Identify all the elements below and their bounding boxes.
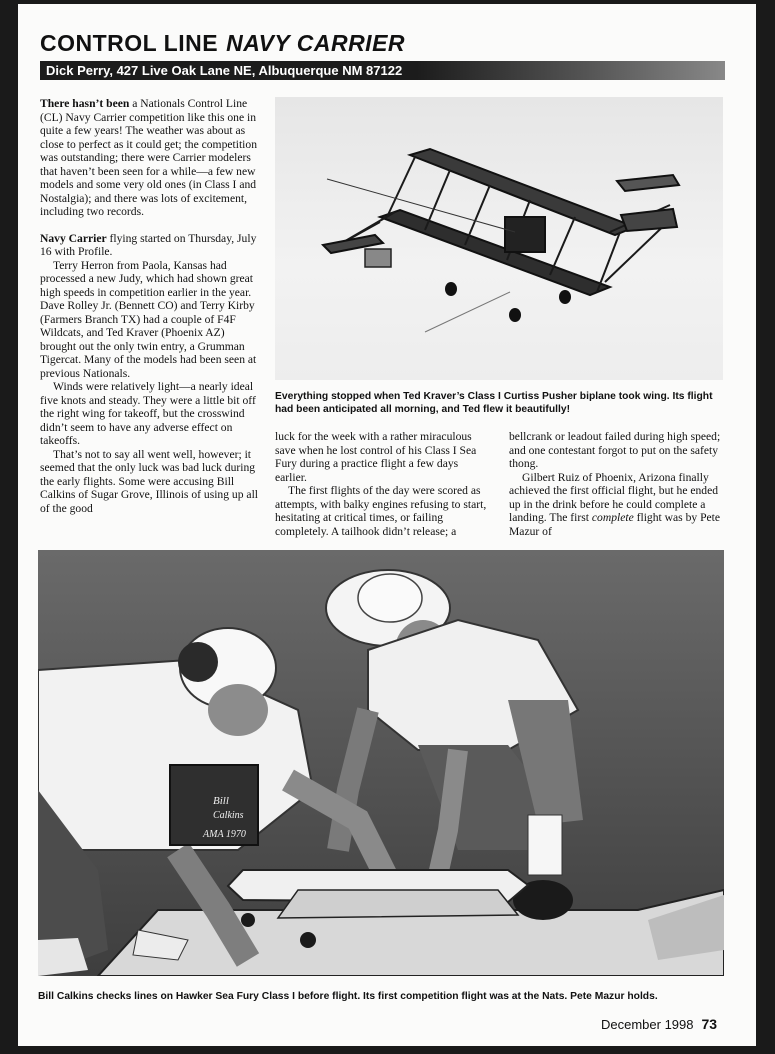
lead-in: Navy Carrier bbox=[40, 231, 107, 245]
paragraph: luck for the week with a rather miraculous save when he lost control of his Class I Sea Fury during a practice flight a few days earlier. bbox=[275, 430, 477, 484]
paragraph: bellcrank or leadout failed during high speed; and one contestant forgot to put on the safety thong. bbox=[509, 430, 721, 470]
box-label-line2: Calkins bbox=[213, 810, 244, 821]
paragraph: Terry Herron from Paola, Kansas had processed a new Judy, which had shown great high speeds in competition earlier in the year. Dave Rolley Jr. (Bennett CO) and Terry Kirby (Farmers Branch TX) had a couple of F4F Wildcats, and Ted Kraver (Phoenix AZ) brought out the only twin entry, a Grumman Tigercat. Many of the models had been seen at previous Nationals. bbox=[40, 258, 257, 380]
paragraph bbox=[509, 471, 725, 539]
paragraph-text: Gilbert Ruiz of Phoenix, Arizona finally achieved the first official flight, but he ended up in the drink before he could complete a landing. The first bbox=[509, 470, 719, 524]
box-label-line1: Bill bbox=[213, 795, 229, 807]
emphasis-text: complete bbox=[591, 511, 634, 524]
modelers-photo bbox=[38, 550, 724, 976]
bottom-photo-caption: Bill Calkins checks lines on Hawker Sea Fury Class I before flight. Its first competition flight was at the Nats. Pete Mazur holds. bbox=[38, 991, 658, 1002]
title-main: CONTROL LINE bbox=[40, 30, 219, 56]
modelers-scene-illustration bbox=[38, 550, 724, 976]
article-column-3 bbox=[509, 430, 725, 538]
page-footer bbox=[601, 1016, 717, 1032]
paragraph: The first flights of the day were scored as attempts, with balky engines refusing to start, hesitating at critical times, or failing completely. A tailhook didn’t release; a bbox=[275, 484, 487, 538]
paragraph bbox=[40, 97, 261, 219]
paragraph: That’s not to say all went well, however; it seemed that the only luck was bad luck during the early flights. Some were accusing Bill Calkins of Sugar Grove, Illinois of using up all of the good bbox=[40, 447, 259, 515]
top-photo-caption: Everything stopped when Ted Kraver’s Class I Curtiss Pusher biplane took wing. Its flight had been anticipated all morning, and Ted flew it beautifully! bbox=[275, 391, 713, 415]
page-title bbox=[40, 30, 405, 57]
biplane-photo bbox=[275, 97, 723, 380]
author-byline: Dick Perry, 427 Live Oak Lane NE, Albuquerque NM 87122 bbox=[40, 61, 725, 80]
title-sub: NAVY CARRIER bbox=[226, 30, 406, 56]
article-column-2 bbox=[275, 430, 489, 538]
box-label-line3: AMA 1970 bbox=[203, 829, 246, 840]
paragraph-text: a Nationals Control Line (CL) Navy Carrier competition like this one in quite a few years! The weather was about as close to perfect as it could get; the competition was outstanding; there were Carrier modelers that haven’t been seen for a while—a few new models and some very old ones (in Class I and Nostalgia); and there was lots of excitement, including two records. bbox=[40, 97, 257, 218]
page-number: 73 bbox=[701, 1016, 718, 1032]
lead-in: There hasn’t been bbox=[40, 97, 130, 110]
paragraph-text: flight was by Pete Mazur of bbox=[509, 511, 721, 538]
curtiss-pusher-biplane-illustration bbox=[275, 97, 723, 380]
paragraph: Winds were relatively light—a nearly ideal five knots and steady. They were a little bit off the right wing for takeoff, but the crosswind didn’t seem to have any adverse effect on takeoffs. bbox=[40, 380, 256, 447]
article-column-1 bbox=[40, 97, 261, 515]
issue-date: December 1998 bbox=[601, 1017, 694, 1032]
paragraph bbox=[40, 232, 261, 259]
paragraph-text: flying started on Thursday, July 16 with Profile. bbox=[40, 231, 257, 258]
magazine-page bbox=[18, 4, 756, 1046]
